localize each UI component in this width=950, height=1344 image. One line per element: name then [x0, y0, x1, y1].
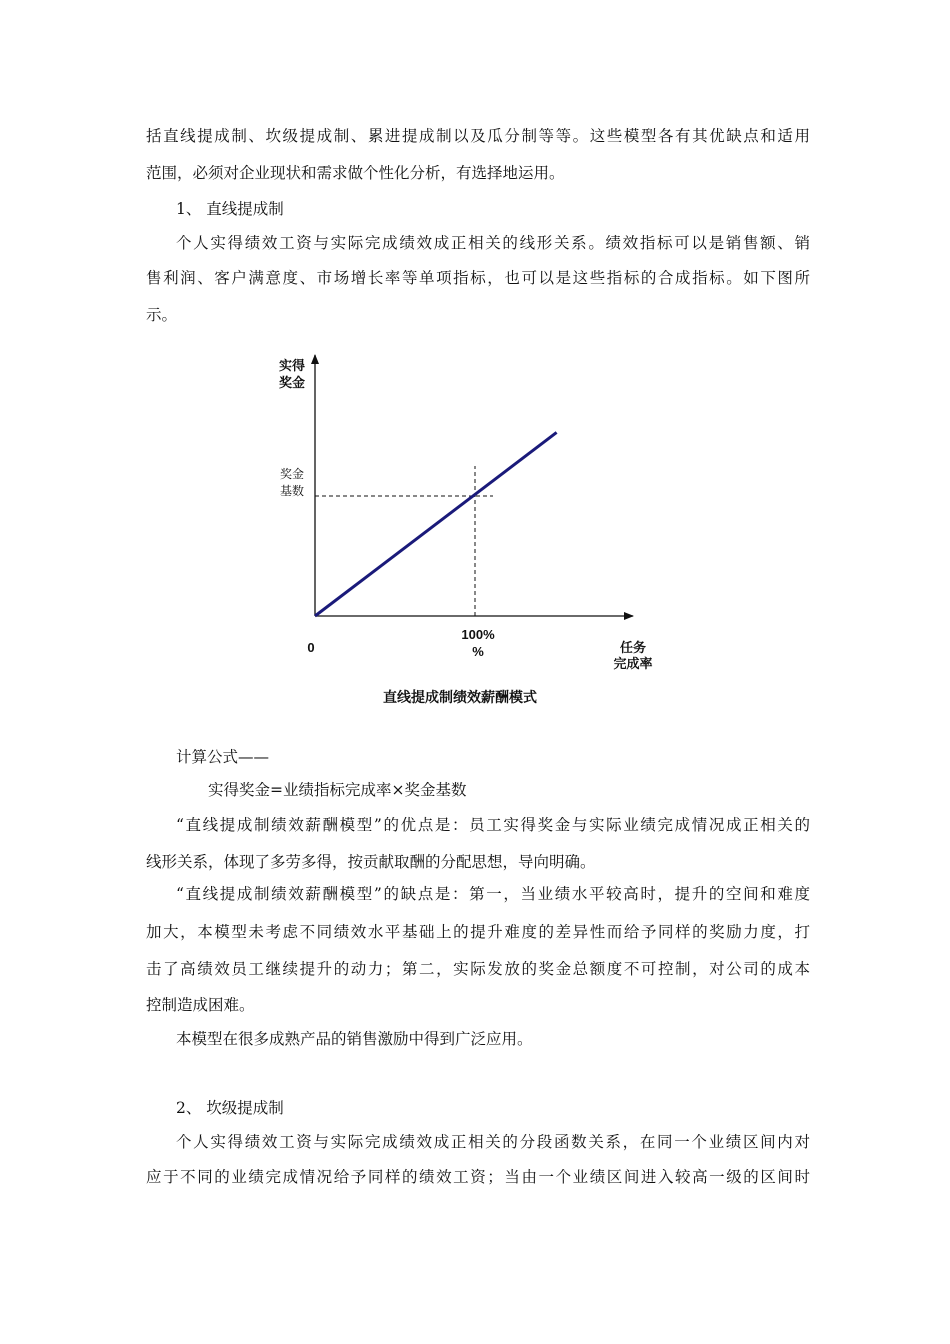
- paragraph-1-line-1: 括直线提成制、坎级提成制、累进提成制以及瓜分制等等。这些模型各有其优缺点和适用: [146, 127, 810, 145]
- paragraph-6-line-2: 应于不同的业绩完成情况给予同样的绩效工资；当由一个业绩区间进入较高一级的区间时: [146, 1168, 810, 1186]
- linear-commission-chart: [260, 350, 680, 680]
- bonus-base-label-line-1: 奖金: [279, 467, 305, 481]
- formula: 实得奖金=业绩指标完成率×奖金基数: [208, 781, 467, 799]
- section-2-heading: 2、 坎级提成制: [176, 1099, 284, 1117]
- y-axis-label-line-2: 奖金: [278, 375, 306, 390]
- paragraph-5: 本模型在很多成熟产品的销售激励中得到广泛应用。: [176, 1030, 533, 1048]
- paragraph-4-line-4: 控制造成困难。: [146, 996, 255, 1014]
- bonus-series-line: [315, 432, 557, 616]
- paragraph-2-line-1: 个人实得绩效工资与实际完成绩效成正相关的线形关系。绩效指标可以是销售额、销: [176, 234, 810, 252]
- chart-svg: [260, 350, 680, 680]
- paragraph-3-line-1: “直线提成制绩效薪酬模型”的优点是：员工实得奖金与实际业绩完成情况成正相关的: [176, 816, 810, 834]
- paragraph-3-line-2: 线形关系，体现了多劳多得，按贡献取酬的分配思想，导向明确。: [146, 853, 596, 871]
- section-1-heading: 1、 直线提成制: [176, 200, 284, 218]
- x-marker-label-line-2: %: [472, 644, 484, 659]
- bonus-base-label-line-2: 基数: [279, 484, 305, 498]
- paragraph-4-line-1: “直线提成制绩效薪酬模型”的缺点是：第一，当业绩水平较高时，提升的空间和难度: [176, 885, 810, 903]
- x-marker-label-line-1: 100%: [461, 627, 495, 642]
- paragraph-1-line-2: 范围，必须对企业现状和需求做个性化分析，有选择地运用。: [146, 164, 565, 182]
- y-axis-label-line-1: 实得: [278, 358, 306, 373]
- origin-label: 0: [307, 640, 315, 655]
- paragraph-4-line-2: 加大，本模型未考虑不同绩效水平基础上的提升难度的差异性而给予同样的奖励力度，打: [146, 923, 810, 941]
- x-axis-label-line-2: 完成率: [613, 656, 653, 671]
- chart-title: 直线提成制绩效薪酬模式: [383, 689, 537, 705]
- formula-label: 计算公式——: [176, 748, 270, 766]
- paragraph-4-line-3: 击了高绩效员工继续提升的动力；第二，实际发放的奖金总额度不可控制，对公司的成本: [146, 960, 810, 978]
- paragraph-2-line-3: 示。: [146, 306, 178, 324]
- paragraph-6-line-1: 个人实得绩效工资与实际完成绩效成正相关的分段函数关系，在同一个业绩区间内对: [176, 1133, 810, 1151]
- x-axis-label-line-1: 任务: [619, 640, 647, 655]
- paragraph-2-line-2: 售利润、客户满意度、市场增长率等单项指标，也可以是这些指标的合成指标。如下图所: [146, 269, 810, 287]
